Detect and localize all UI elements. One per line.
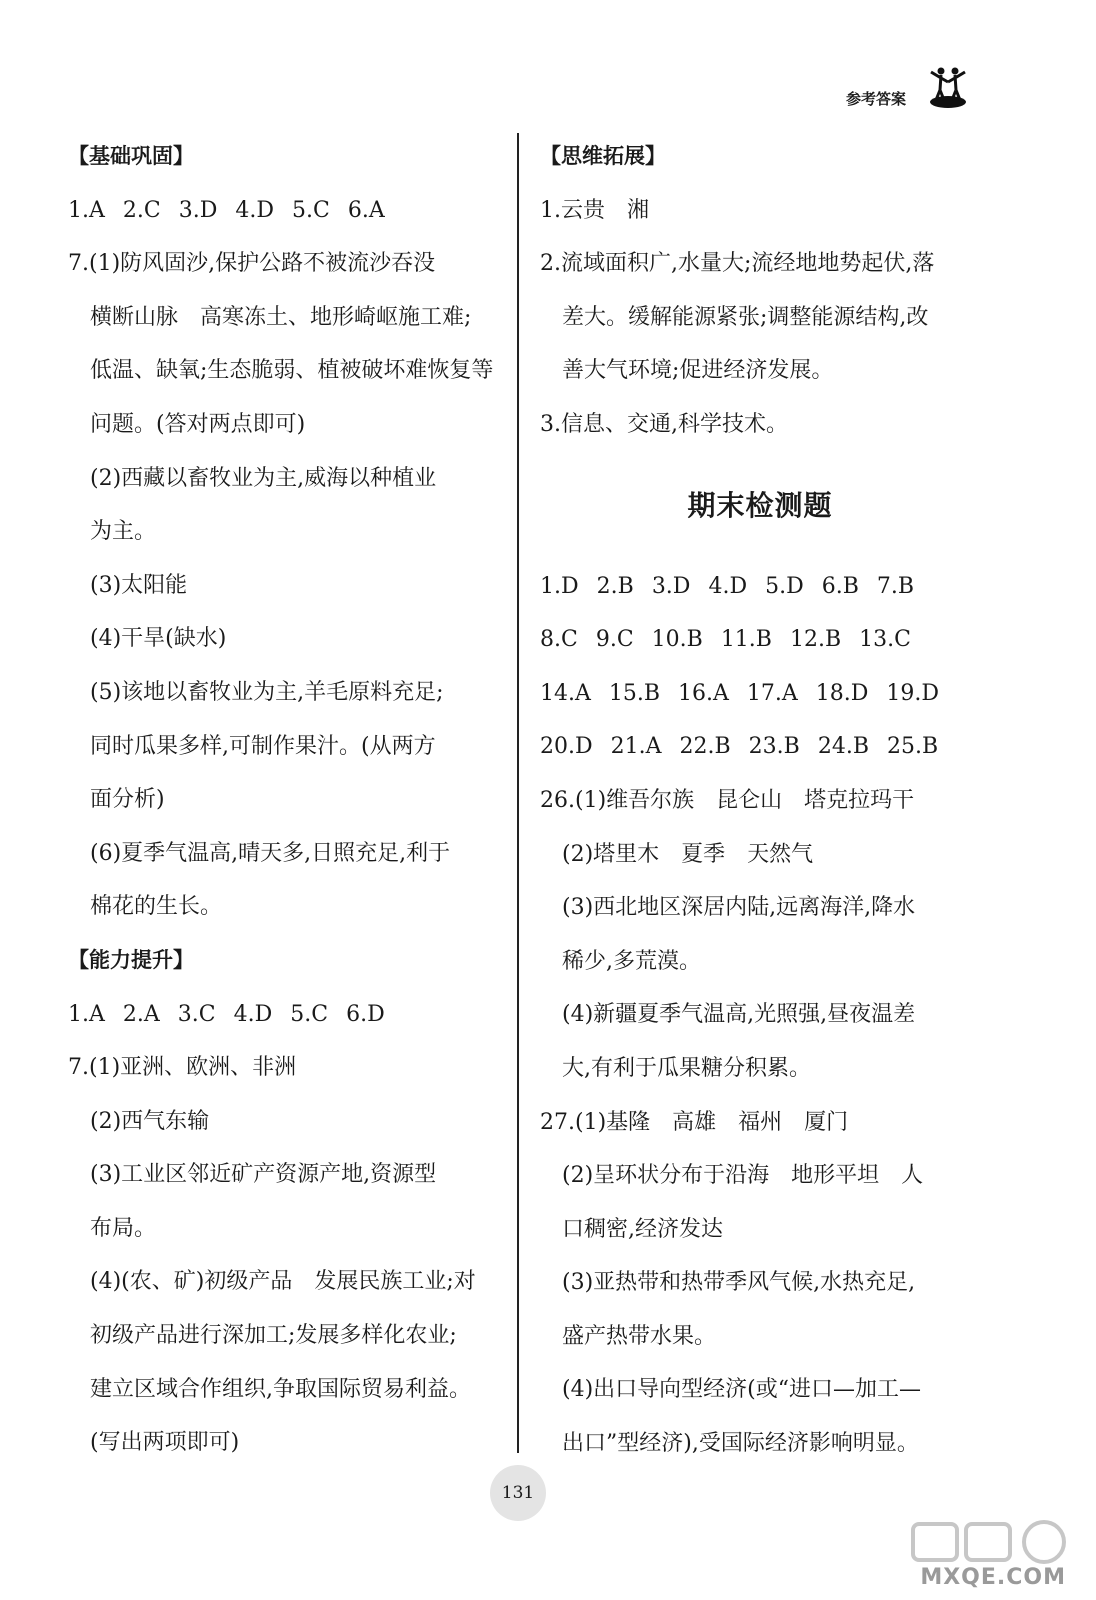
answer-item: 4.D: [233, 1001, 273, 1027]
answer-line: 善大气环境;促进经济发展。: [562, 358, 834, 384]
answer-item: 23.B: [748, 734, 800, 760]
answer-item: 2.B: [596, 573, 634, 599]
exam-title: 期末检测题: [687, 488, 833, 522]
answer-line: (2)塔里木 夏季 天然气: [562, 841, 814, 867]
answer-line: 初级产品进行深加工;发展多样化农业;: [90, 1323, 457, 1349]
answer-item: 1.A: [68, 197, 105, 223]
answer-item: 1.D: [540, 573, 579, 599]
answer-line: 1.云贵 湘: [540, 197, 649, 223]
answer-line: 布局。: [90, 1215, 157, 1241]
answer-line: 横断山脉 高寒冻土、地形崎岖施工难;: [90, 304, 472, 330]
answer-item: 14.A: [540, 680, 591, 706]
answer-item: 25.B: [886, 734, 939, 760]
answer-item: 4.D: [235, 197, 274, 223]
answer-item: 5.C: [290, 1001, 329, 1027]
answer-item: 6.B: [821, 573, 859, 599]
answer-line: 差大。缓解能源紧张;调整能源结构,改: [562, 304, 929, 330]
answer-line: (4)(农、矿)初级产品 发展民族工业;对: [90, 1269, 476, 1295]
answer-item: 2.A: [122, 1001, 160, 1027]
answer-line: (6)夏季气温高,晴天多,日照充足,利于: [90, 840, 451, 866]
answer-item: 10.B: [651, 627, 703, 653]
answer-line: (3)亚热带和热带季风气候,水热充足,: [562, 1270, 916, 1296]
left-column: [68, 130, 508, 1470]
answer-item: 20.D: [540, 734, 593, 760]
answer-item: 3.D: [651, 573, 691, 599]
answer-item: 7.B: [876, 573, 915, 599]
right-column: [540, 130, 980, 1471]
answer-line: 建立区域合作组织,争取国际贸易利益。: [90, 1376, 471, 1402]
final-answers-row-4: [540, 720, 980, 774]
answer-item: 17.A: [746, 680, 798, 706]
answer-line: 低温、缺氧;生态脆弱、植被破坏难恢复等: [90, 358, 494, 384]
answer-item: 1.A: [68, 1001, 105, 1027]
answer-item: 4.D: [708, 573, 748, 599]
ability-choice-answers: [68, 988, 508, 1042]
answer-item: 13.C: [859, 627, 911, 653]
answer-line: 稀少,多荒漠。: [562, 948, 701, 974]
final-answers-row-1: [540, 560, 980, 614]
answer-item: 19.D: [886, 680, 940, 706]
answer-line: 大,有利于瓜果糖分积累。: [562, 1055, 811, 1081]
answer-line: (3)西北地区深居内陆,远离海洋,降水: [562, 895, 916, 921]
answer-item: 21.A: [610, 734, 662, 760]
answer-line: (2)西气东输: [90, 1108, 210, 1134]
header-section-tag: 参考答案: [845, 90, 906, 108]
answer-line: 口稠密,经济发达: [562, 1216, 723, 1242]
answer-line: (4)干旱(缺水): [90, 626, 227, 652]
answer-item: 6.A: [347, 197, 385, 223]
answer-item: 5.D: [765, 573, 804, 599]
answer-line: 3.信息、交通,科学技术。: [540, 411, 788, 437]
answer-item: 16.A: [678, 680, 729, 706]
answer-line: 同时瓜果多样,可制作果汁。(从两方: [90, 733, 436, 759]
answer-item: 24.B: [817, 734, 869, 760]
answer-item: 5.C: [292, 197, 330, 223]
answer-line: 27.(1)基隆 高雄 福州 厦门: [540, 1109, 849, 1135]
two-people-holding-hands-icon: [928, 64, 968, 114]
answer-line: (3)工业区邻近矿产资源产地,资源型: [90, 1162, 437, 1188]
answer-item: 6.D: [346, 1001, 385, 1027]
answer-item: 12.B: [789, 627, 842, 653]
answer-line: 26.(1)维吾尔族 昆仑山 塔克拉玛干: [540, 787, 915, 813]
answer-line: (2)西藏以畜牧业为主,威海以种植业: [90, 465, 437, 491]
answer-item: 8.C: [540, 627, 578, 653]
answer-item: 3.C: [177, 1001, 216, 1027]
section-heading-thinking: 【思维拓展】: [540, 144, 666, 168]
section-heading-basic: 【基础巩固】: [68, 144, 194, 168]
answer-item: 15.B: [608, 680, 661, 706]
answer-item: 11.B: [720, 627, 772, 653]
basic-choice-answers: [68, 184, 508, 238]
watermark-domain: MXQE.COM: [920, 1565, 1066, 1590]
answer-item: 3.D: [178, 197, 218, 223]
answer-line: (5)该地以畜牧业为主,羊毛原料充足;: [90, 679, 444, 705]
column-divider: [517, 133, 519, 1453]
answer-line: (4)新疆夏季气温高,光照强,昼夜温差: [562, 1002, 916, 1028]
answer-item: 9.C: [595, 627, 634, 653]
answer-line: 棉花的生长。: [90, 894, 223, 920]
answer-line: (4)出口导向型经济(或“进口—加工—: [562, 1377, 921, 1403]
answer-line: 为主。: [90, 519, 157, 545]
section-heading-ability: 【能力提升】: [68, 947, 194, 972]
final-answers-row-3: [540, 667, 980, 721]
answer-line: 2.流域面积广,水量大;流经地地势起伏,落: [540, 251, 935, 277]
final-answers-row-2: [540, 613, 980, 667]
answer-item: 22.B: [679, 734, 731, 760]
answer-line: 面分析): [90, 787, 165, 813]
answer-line: 盛产热带水果。: [562, 1323, 717, 1349]
answer-item: 2.C: [122, 197, 161, 223]
page-number: 131: [490, 1465, 546, 1521]
answer-line: 7.(1)亚洲、欧洲、非洲: [68, 1055, 297, 1081]
answer-line: 出口”型经济),受国际经济影响明显。: [562, 1431, 919, 1457]
answer-line: (2)呈环状分布于沿海 地形平坦 人: [562, 1163, 924, 1189]
answer-line: (写出两项即可): [90, 1430, 240, 1456]
answer-line: 问题。(答对两点即可): [90, 411, 306, 437]
answer-line: 7.(1)防风固沙,保护公路不被流沙吞没: [68, 251, 436, 277]
answer-item: 18.D: [815, 680, 869, 706]
answer-line: (3)太阳能: [90, 572, 188, 598]
